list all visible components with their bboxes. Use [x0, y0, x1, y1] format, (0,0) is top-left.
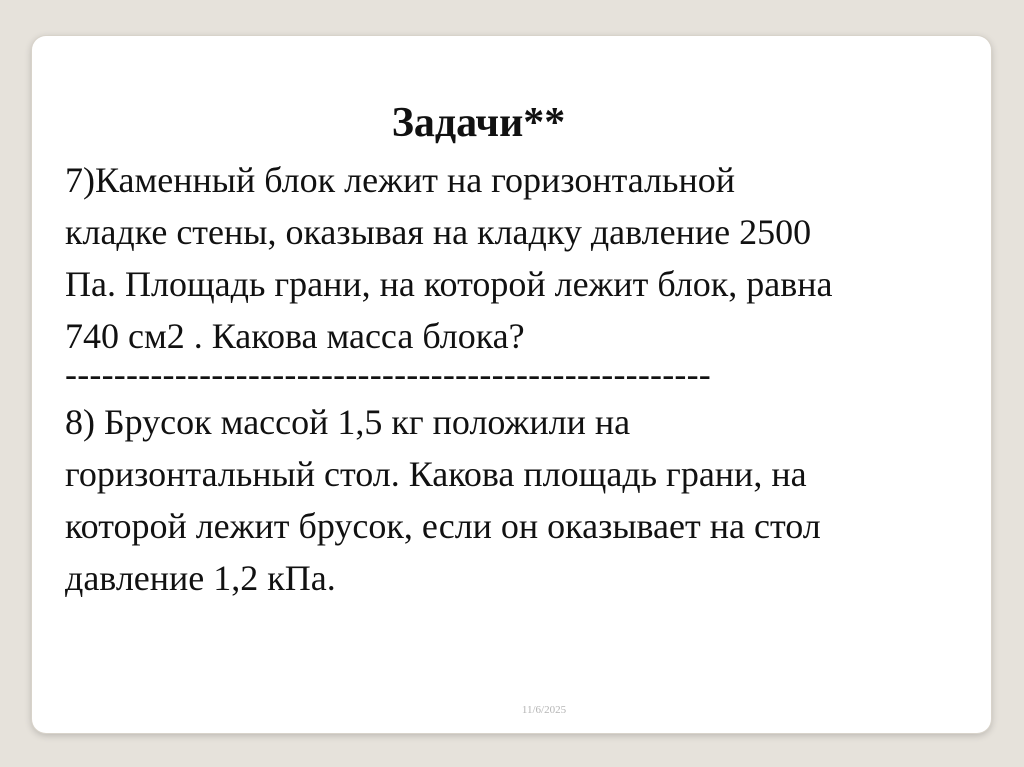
slide-title: Задачи**	[391, 100, 566, 146]
task-7-line: 7)Каменный блок лежит на горизонтальной	[65, 160, 735, 200]
task-7-line: 740 см2 . Какова масса блока?	[65, 316, 525, 356]
dashed-divider: -----------------------------------------------------	[65, 354, 711, 394]
task-7-line: кладке стены, оказывая на кладку давление 2500	[65, 212, 812, 252]
task-7-text	[65, 154, 833, 362]
task-8-line: горизонтальный стол. Какова площадь грани, на	[65, 454, 807, 494]
task-8-line: давление 1,2 кПа.	[65, 558, 336, 598]
task-7-line: Па. Площадь грани, на которой лежит блок, равна	[65, 264, 833, 304]
task-8-line: которой лежит брусок, если он оказывает на стол	[65, 506, 821, 546]
slide-date: 11/6/2025	[521, 704, 567, 716]
task-8-text	[65, 396, 821, 604]
slide	[32, 36, 991, 733]
task-8-line: 8) Брусок массой 1,5 кг положили на	[65, 402, 631, 442]
